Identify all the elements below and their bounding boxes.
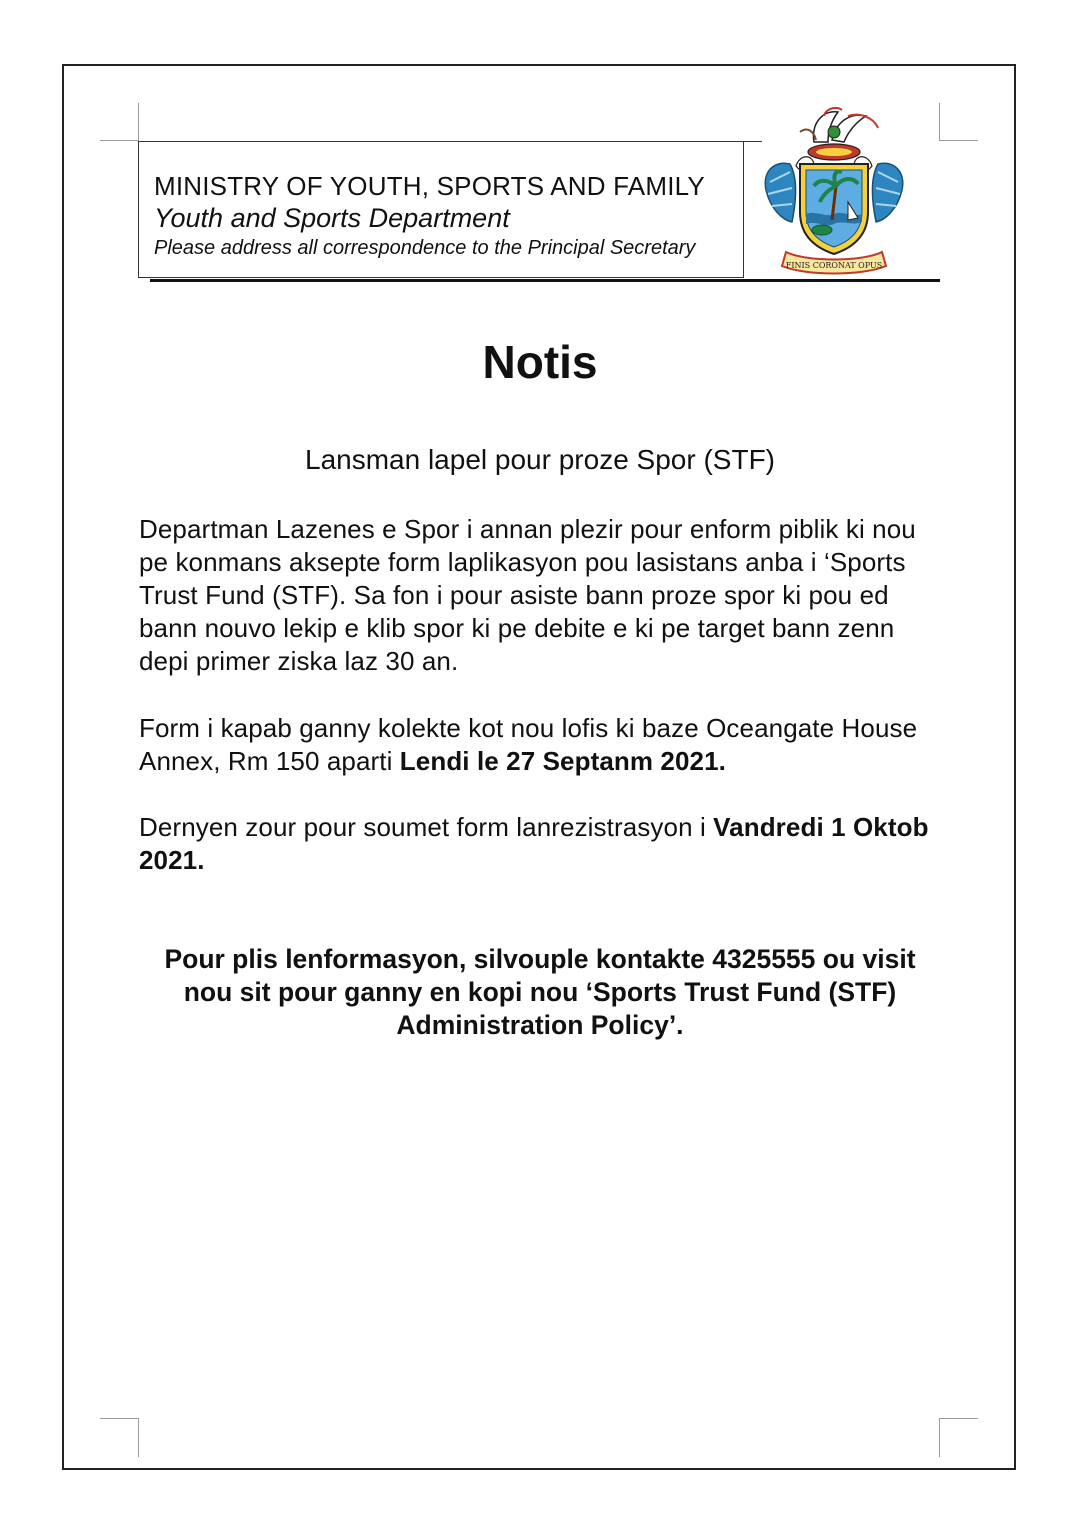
address-note: Please address all correspondence to the Principal Secretary [154, 237, 696, 259]
paragraph-intro: Departman Lazenes e Spor i annan plezir pour enform piblik ki nou pe konmans aksepte form laplikasyon pou lasistans anba i ‘Sports Trust Fund (STF). Sa fon i pour asiste bann proze spor ki pou ed bann nouvo lekip e klib spor ki pe debite e ki pe target bann zenn depi primer ziska laz 30 an. [139, 514, 916, 676]
department-name: Youth and Sports Department [154, 203, 510, 233]
coat-of-arms-icon [756, 102, 912, 278]
notice-subtitle: Lansman lapel pour proze Spor (STF) [305, 444, 775, 475]
paragraph-deadline [139, 811, 939, 877]
collection-date: Lendi le 27 Septanm 2021. [399, 746, 726, 776]
deadline-text: Dernyen zour pour soumet form lanrezistrasyon i [139, 812, 714, 842]
ministry-name: MINISTRY OF YOUTH, SPORTS AND FAMILY [154, 171, 705, 201]
crop-mark-bottom-left [100, 1418, 139, 1457]
crest-motto: FINIS CORONAT OPUS [785, 261, 883, 270]
crop-mark-top-left [100, 103, 139, 141]
crop-mark-bottom-right [939, 1418, 978, 1457]
crop-mark-top-right [939, 103, 978, 141]
contact-info: Pour plis lenformasyon, silvouple kontakte 4325555 ou visit nou sit pour ganny en kopi nou ‘Sports Trust Fund (STF) Administration Policy’. [164, 944, 916, 1040]
letterhead-rule-bottom [150, 279, 940, 282]
paragraph-collection [139, 712, 939, 778]
notice-title: Notis [482, 336, 598, 388]
collection-text: Form i kapab ganny kolekte kot nou lofis ki baze Oceangate House Annex, Rm 150 aparti [139, 713, 918, 776]
deadline-date: Vandredi 1 Oktob 2021. [139, 812, 929, 875]
